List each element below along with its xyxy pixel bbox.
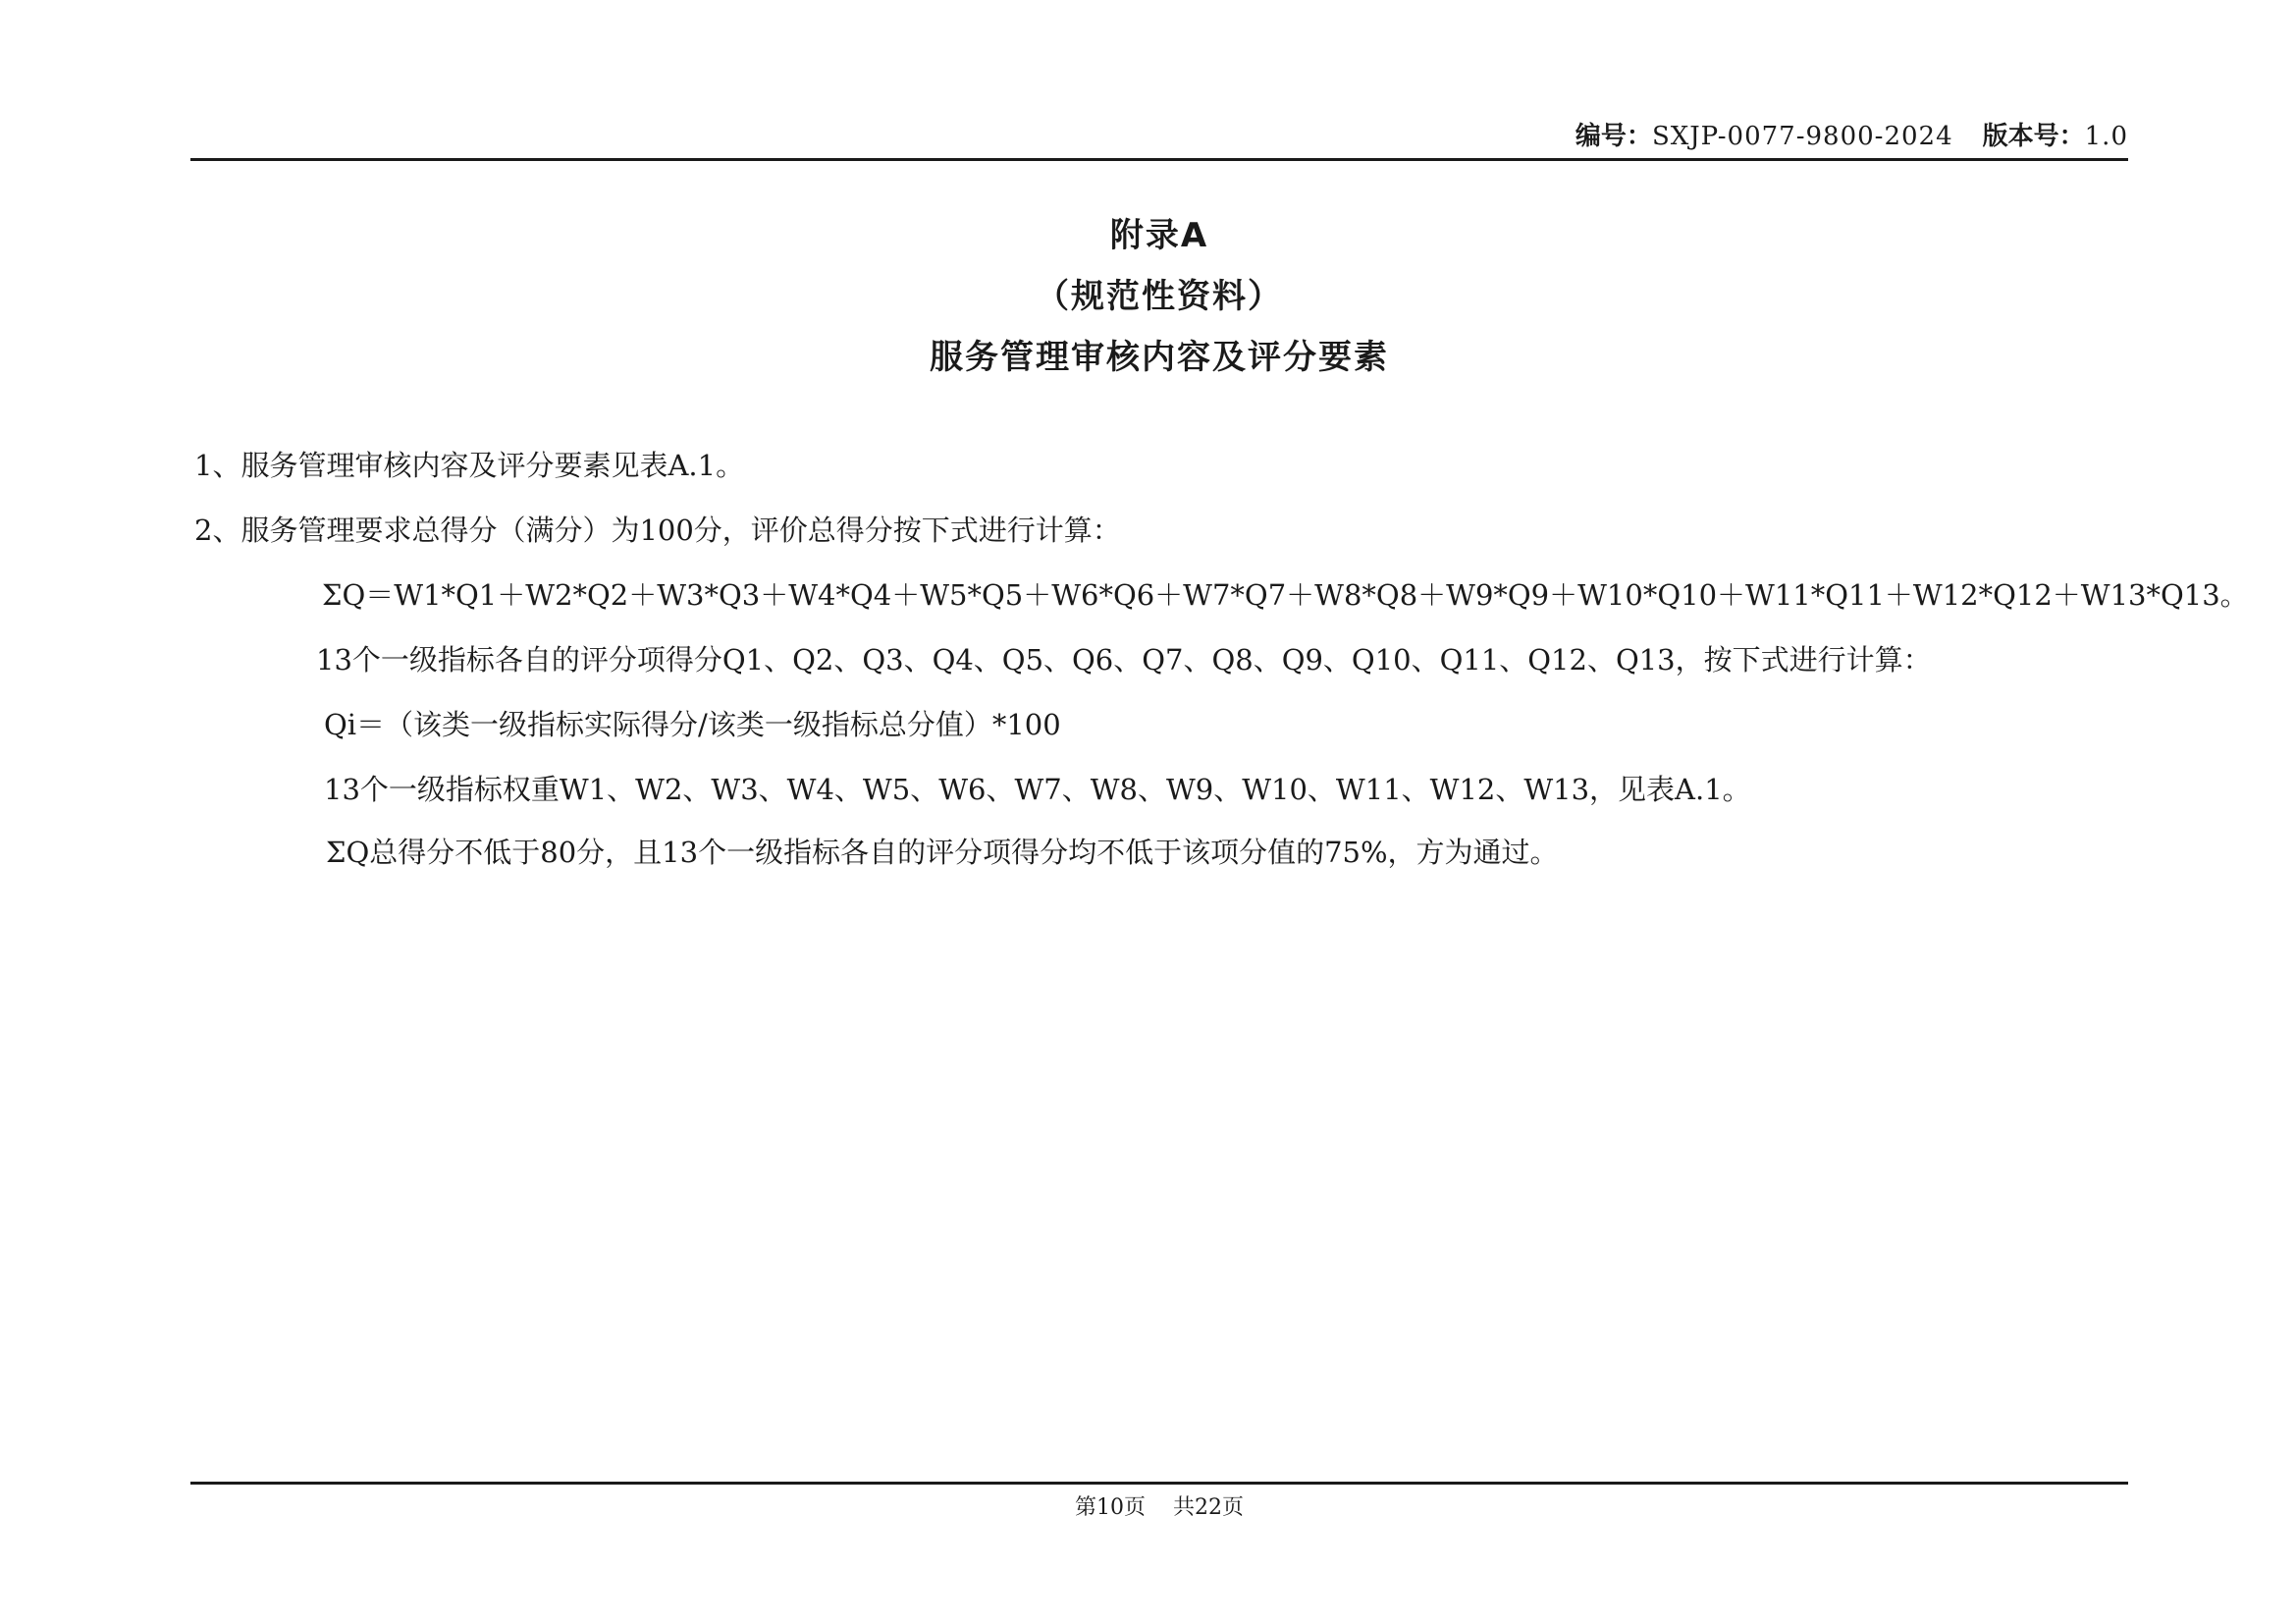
footer-divider bbox=[190, 1482, 2128, 1485]
version-value: 1.0 bbox=[2084, 122, 2128, 151]
paragraph-item-scores: 13个一级指标各自的评分项得分Q1、Q2、Q3、Q4、Q5、Q6、Q7、Q8、Q9、Q10、Q11、Q12、Q13，按下式进行计算： bbox=[316, 643, 1932, 677]
formula-qi: Qi＝（该类一级指标实际得分/该类一级指标总分值）*100 bbox=[324, 708, 1061, 741]
version-label: 版本号： bbox=[1982, 122, 2085, 151]
document-header bbox=[190, 116, 2128, 159]
appendix-subtitle: （规范性资料） bbox=[1036, 277, 1283, 316]
header-divider bbox=[190, 158, 2128, 161]
page-footer bbox=[190, 1490, 2128, 1521]
paragraph-weights: 13个一级指标权重W1、W2、W3、W4、W5、W6、W7、W8、W9、W10、W11、W12、W13，见表A.1。 bbox=[324, 773, 1751, 806]
doc-number-label: 编号： bbox=[1575, 122, 1652, 151]
appendix-title: 附录A bbox=[1109, 216, 1209, 255]
page-number: 第10页 bbox=[1075, 1495, 1146, 1520]
paragraph-2: 2、服务管理要求总得分（满分）为100分，评价总得分按下式进行计算： bbox=[194, 514, 1121, 547]
formula-total-score: ΣQ＝W1*Q1＋W2*Q2＋W3*Q3＋W4*Q4＋W5*Q5＋W6*Q6＋W7*Q7＋W8*Q8＋W9*Q9＋W10*Q10＋W11*Q11＋W12*Q12＋W13*Q13。 bbox=[322, 578, 2249, 612]
page-total: 共22页 bbox=[1173, 1495, 1244, 1520]
paragraph-pass-criteria: ΣQ总得分不低于80分，且13个一级指标各自的评分项得分均不低于该项分值的75%，方为通过。 bbox=[326, 836, 1559, 869]
appendix-heading: 服务管理审核内容及评分要素 bbox=[930, 338, 1389, 377]
paragraph-1: 1、服务管理审核内容及评分要素见表A.1。 bbox=[194, 449, 745, 482]
doc-number-value: SXJP-0077-9800-2024 bbox=[1651, 122, 1953, 151]
